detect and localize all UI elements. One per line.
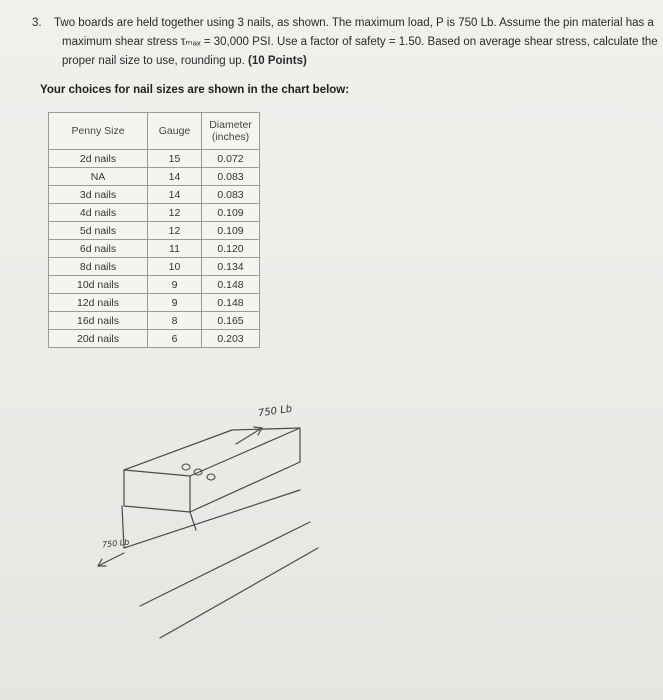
problem-points: (10 Points) (248, 55, 307, 67)
cell-gauge: 9 (148, 294, 202, 312)
cell-diameter: 0.203 (202, 330, 260, 348)
problem-text-3: proper nail size to use, rounding up. (62, 55, 245, 67)
top-board-face (124, 428, 300, 476)
header-diameter: Diameter (inches) (202, 113, 260, 150)
cell-gauge: 15 (148, 150, 202, 168)
cell-penny: 3d nails (49, 186, 148, 204)
load-label-bottom: 750 Lb (101, 537, 130, 550)
cell-diameter: 0.134 (202, 258, 260, 276)
cell-diameter: 0.072 (202, 150, 260, 168)
top-board-front (124, 470, 190, 512)
cell-gauge: 9 (148, 276, 202, 294)
top-board-side (190, 428, 300, 512)
cell-diameter: 0.109 (202, 222, 260, 240)
cell-diameter: 0.083 (202, 186, 260, 204)
cell-gauge: 14 (148, 186, 202, 204)
nail-head-icon (207, 474, 215, 480)
load-label-top: 750 Lb (257, 403, 293, 420)
nail-head-icon (182, 464, 190, 470)
cell-diameter: 0.165 (202, 312, 260, 330)
cell-gauge: 12 (148, 204, 202, 222)
cell-penny: 10d nails (49, 276, 148, 294)
cell-penny: 20d nails (49, 330, 148, 348)
cell-diameter: 0.148 (202, 294, 260, 312)
problem-text-1: Two boards are held together using 3 nails, as shown. The maximum load, P is 750 Lb. Assume the pin material has a (54, 17, 654, 29)
cell-diameter: 0.109 (202, 204, 260, 222)
cell-diameter: 0.120 (202, 240, 260, 258)
header-penny-size: Penny Size (49, 113, 148, 150)
board-outline (122, 428, 318, 638)
cell-diameter: 0.083 (202, 168, 260, 186)
cell-gauge: 12 (148, 222, 202, 240)
cell-gauge: 14 (148, 168, 202, 186)
cell-penny: 12d nails (49, 294, 148, 312)
choices-heading: Your choices for nail sizes are shown in the chart below: (40, 84, 350, 96)
cell-gauge: 8 (148, 312, 202, 330)
arrow-right-icon (236, 428, 262, 444)
problem-line-2: maximum shear stress τₘₐₓ = 30,000 PSI. Use a factor of safety = 1.50. Based on average shear stress, calculate the (62, 36, 658, 48)
cell-diameter: 0.148 (202, 276, 260, 294)
cell-gauge: 6 (148, 330, 202, 348)
bottom-board-edge-1 (124, 490, 300, 548)
cell-gauge: 11 (148, 240, 202, 258)
header-gauge: Gauge (148, 113, 202, 150)
cell-penny: 6d nails (49, 240, 148, 258)
cell-penny: 16d nails (49, 312, 148, 330)
cell-penny: 2d nails (49, 150, 148, 168)
bottom-board-edge-3 (160, 548, 318, 638)
cell-penny: 4d nails (49, 204, 148, 222)
cell-gauge: 10 (148, 258, 202, 276)
cell-penny: 5d nails (49, 222, 148, 240)
cell-penny: 8d nails (49, 258, 148, 276)
problem-number: 3. (32, 17, 42, 29)
cell-penny: NA (49, 168, 148, 186)
bottom-board-joint (190, 512, 196, 530)
